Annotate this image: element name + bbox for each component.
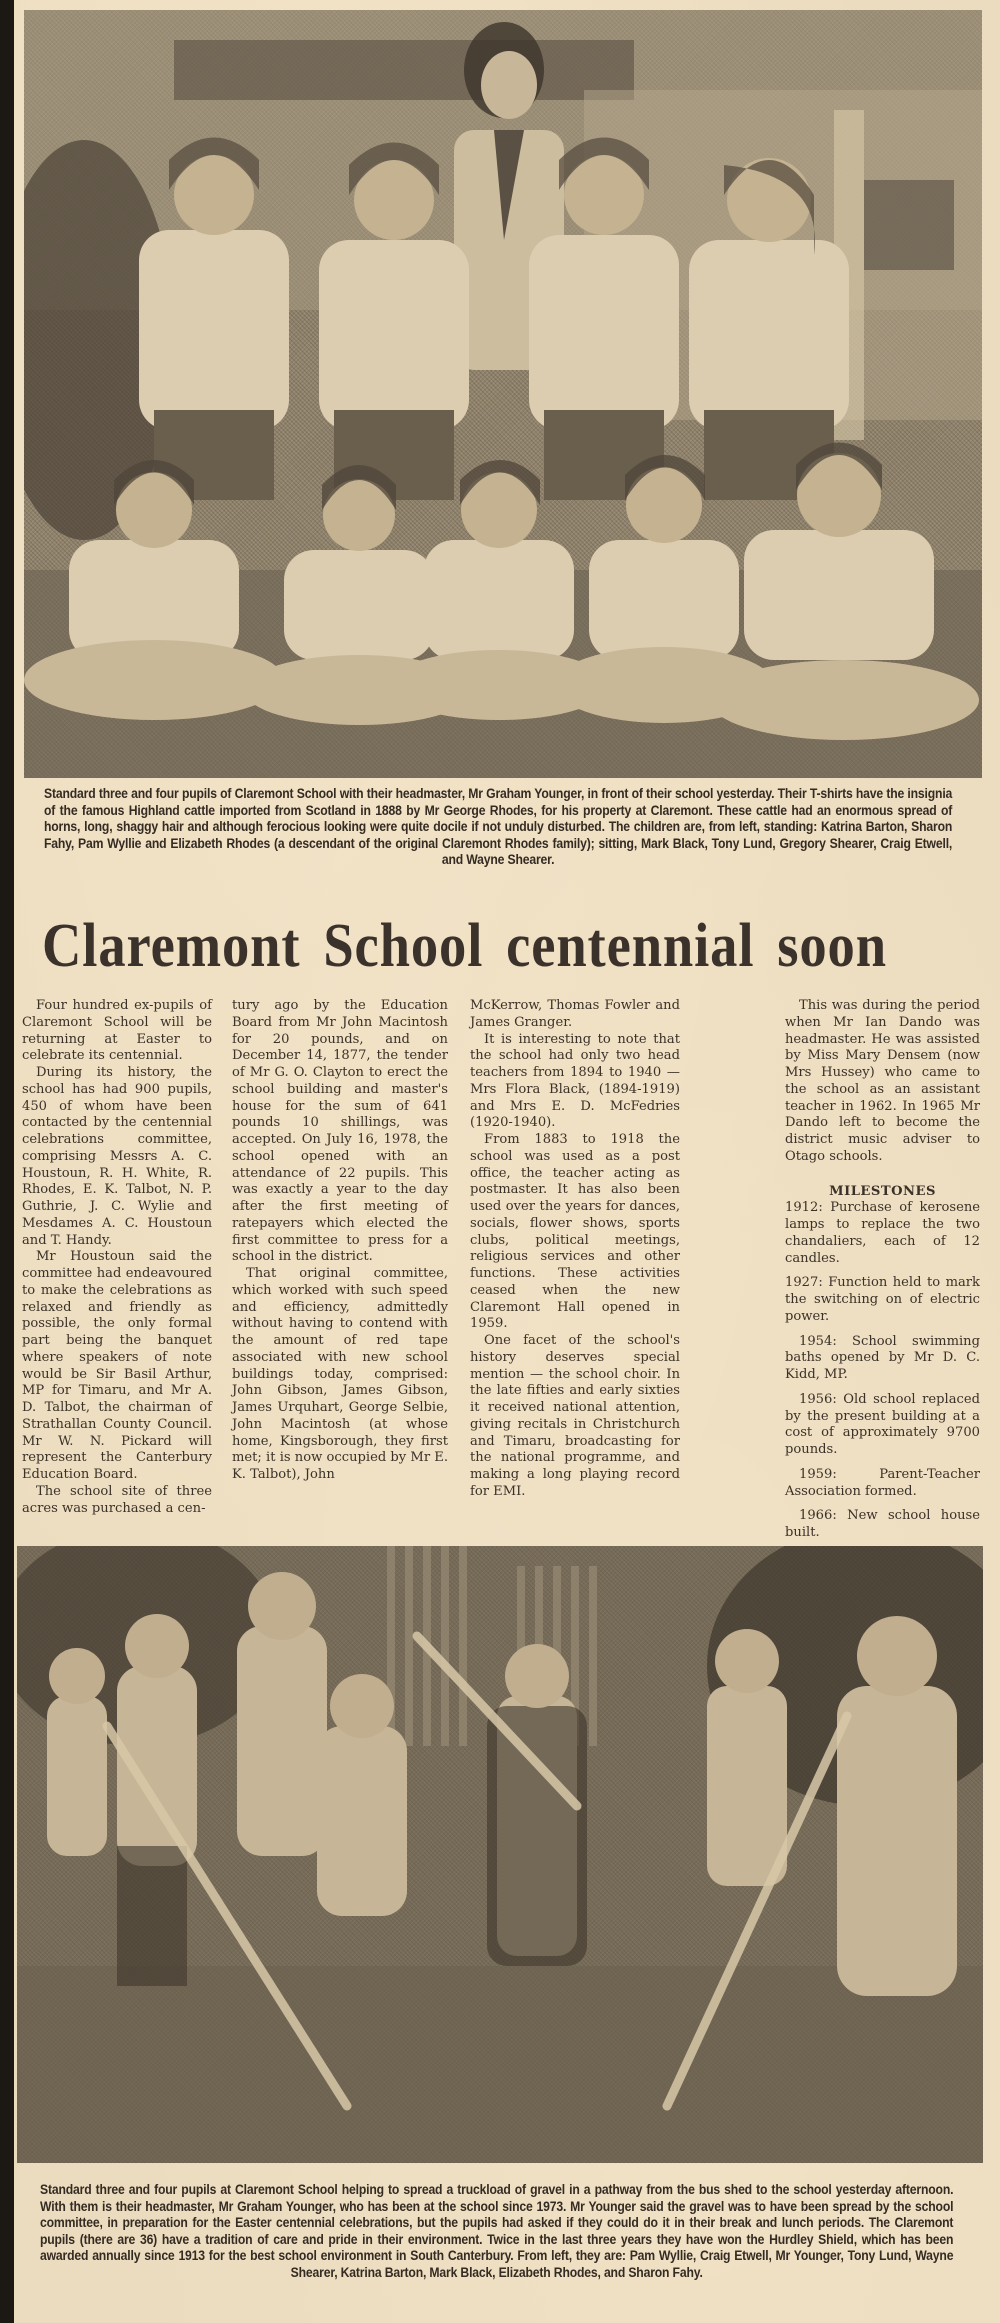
milestone-item: 1959: Parent-Teacher Association formed. [785,1466,980,1499]
milestones-list [785,1200,980,1542]
group-photo [24,10,982,778]
headline-word: soon [777,912,887,980]
paragraph: The school site of three acres was purchased a cen- [22,1483,212,1516]
paragraph: That original committee, which worked with such speed and efficiency, admittedly without having to contend with the amount of red tape associated with new school buildings today, comprised: John Gibson, James Gibson, James Urquhart, George Selbie, John Macintosh (at whose home, Kingsborough, they first met; it is now occupied by Mr E. K. Talbot), John [232,1266,448,1482]
milestone-item: 1912: Purchase of kerosene lamps to replace the two chandaliers, each of 12 candles. [785,1200,980,1266]
paragraph: From 1883 to 1918 the school was used as a post office, the teacher acting as postmaster. It has also been used over the years for dances, socials, flower shows, sports clubs, political meetings, religious services and other functions. These activities ceased when the new Claremont Hall opened in 1959. [470,1132,680,1332]
milestone-item: 1954: School swimming baths opened by Mr D. C. Kidd, MP. [785,1333,980,1382]
milestone-year: 1927 [785,1275,819,1291]
milestone-item: 1927: Function held to mark the switching on of electric power. [785,1275,980,1324]
milestone-year: 1956 [799,1391,833,1407]
headline-word: centennial [506,912,755,980]
scan-edge-strip [0,0,14,2323]
paragraph: During its history, the school has had 900 pupils, 450 of whom have been contacted by the centennial celebrations committee, comprising Messrs A. C. Houstoun, R. H. White, R. Rhodes, E. K. Talbot, N. P. Guthrie, J. C. Wylie and Mesdames A. C. Houstoun and T. Handy. [22,1065,212,1248]
milestone-text: School swimming baths opened by Mr D. C. Kidd, MP. [785,1333,980,1382]
headline-word: Claremont [42,912,301,980]
top-photo-caption: Standard three and four pupils of Claremont School with their headmaster, Mr Graham Younger, in front of their school yesterday. Their T-shirts have the insignia of the famous Highland cattle imported from Scotland in 1888 by Mr George Rhodes, for his property at Claremont. These cattle had an enormous spread of horns, long, shaggy hair and although ferocious looking were quite docile if not unduly disturbed. The children are, from left, standing: Katrina Barton, Sharon Fahy, Pam Wyllie and Elizabeth Rhodes (a descendant of the original Claremont Rhodes family); sitting, Mark Black, Tony Lund, Gregory Shearer, Craig Etwell, and Wayne Shearer. [44,786,953,869]
milestone-item: 1966: New school house built. [785,1508,980,1540]
headline-word: School [323,912,484,980]
paragraph: This was during the period when Mr Ian Dando was headmaster. He was assisted by Miss Mary Densem (now Mrs Hussey) who came to the school as an assistant teacher in 1962. In 1965 Mr Dando left to become the district music adviser to Otago schools. [785,998,980,1164]
paragraph: It is interesting to note that the school had only two head teachers from 1894 to 1940 — Mrs Flora Black, (1894-1919) and Mrs E. D. McFedries (1920-1940). [470,1031,680,1131]
headline [42,913,975,979]
article-column-4 [785,998,980,1542]
milestone-text: Old school replaced by the present building at a cost of approximately 9700 pounds. [785,1391,980,1457]
milestones-heading: MILESTONES [829,1183,936,1199]
milestone-year: 1966 [799,1508,833,1524]
article-column-1 [22,998,212,1517]
gravel-photo-illustration [17,1546,983,2163]
paragraph: One facet of the school's history deserves special mention — the school choir. In the late fifties and early sixties it received national attention, giving recitals in Christchurch and Timaru, broadcasting for the national programme, and making a long playing record for EMI. [470,1333,680,1499]
milestone-year: 1959 [799,1466,833,1482]
article-column-3 [470,998,680,1501]
milestone-year: 1954 [799,1333,833,1349]
paragraph: McKerrow, Thomas Fowler and James Granger. [470,998,680,1030]
gravel-spreading-photo [17,1546,983,2163]
paragraph: tury ago by the Education Board from Mr John Macintosh for 20 pounds, and on December 14, 1877, the tender of Mr G. O. Clayton to erect the school building and master's house for the sum of 641 pounds 10 shillings, was accepted. On July 16, 1978, the school opened with an attendance of 22 pupils. This was exactly a year to the day after the first meeting of ratepayers which elected the first committee to press for a school in the district. [232,998,448,1265]
paragraph: Four hundred ex-pupils of Claremont School will be returning at Easter to celebrate its centennial. [22,998,212,1064]
milestone-text: Purchase of kerosene lamps to replace the two chandaliers, each of 12 candles. [785,1200,980,1266]
milestone-text: Function held to mark the switching on of electric power. [785,1275,980,1324]
milestone-text: New school house built. [785,1508,980,1540]
bottom-photo-caption: Standard three and four pupils at Claremont School helping to spread a truckload of gravel in a pathway from the bus shed to the school yesterday afternoon. With them is their headmaster, Mr Graham Younger, who has been at the school since 1973. Mr Younger said the gravel was to have been spread by the school committee, in preparation for the Easter centennial celebrations, but the pupils had asked if they could do it in their break and lunch periods. The Claremont pupils (there are 36) have a tradition of care and pride in their environment. Twice in the last three years they have won the Hurdley Shield, which has been awarded annually since 1913 for the best school environment in South Canterbury. From left, they are: Pam Wyllie, Craig Etwell, Mr Younger, Tony Lund, Wayne Shearer, Katrina Barton, Mark Black, Elizabeth Rhodes, and Sharon Fahy. [40,2182,954,2281]
milestone-item: 1956: Old school replaced by the present building at a cost of approximately 9700 pounds. [785,1391,980,1457]
article-column-2 [232,998,448,1484]
milestone-year: 1912 [785,1200,819,1216]
paragraph: Mr Houstoun said the committee had endeavoured to make the celebrations as relaxed and friendly as possible, the only formal part being the banquet where speakers of note would be Sir Basil Arthur, MP for Timaru, and Mr A. D. Talbot, the chairman of Strathallan County Council. Mr W. N. Pickard will represent the Canterbury Education Board. [22,1249,212,1482]
milestone-text: Parent-Teacher Association formed. [785,1466,980,1499]
group-photo-illustration [24,10,982,778]
